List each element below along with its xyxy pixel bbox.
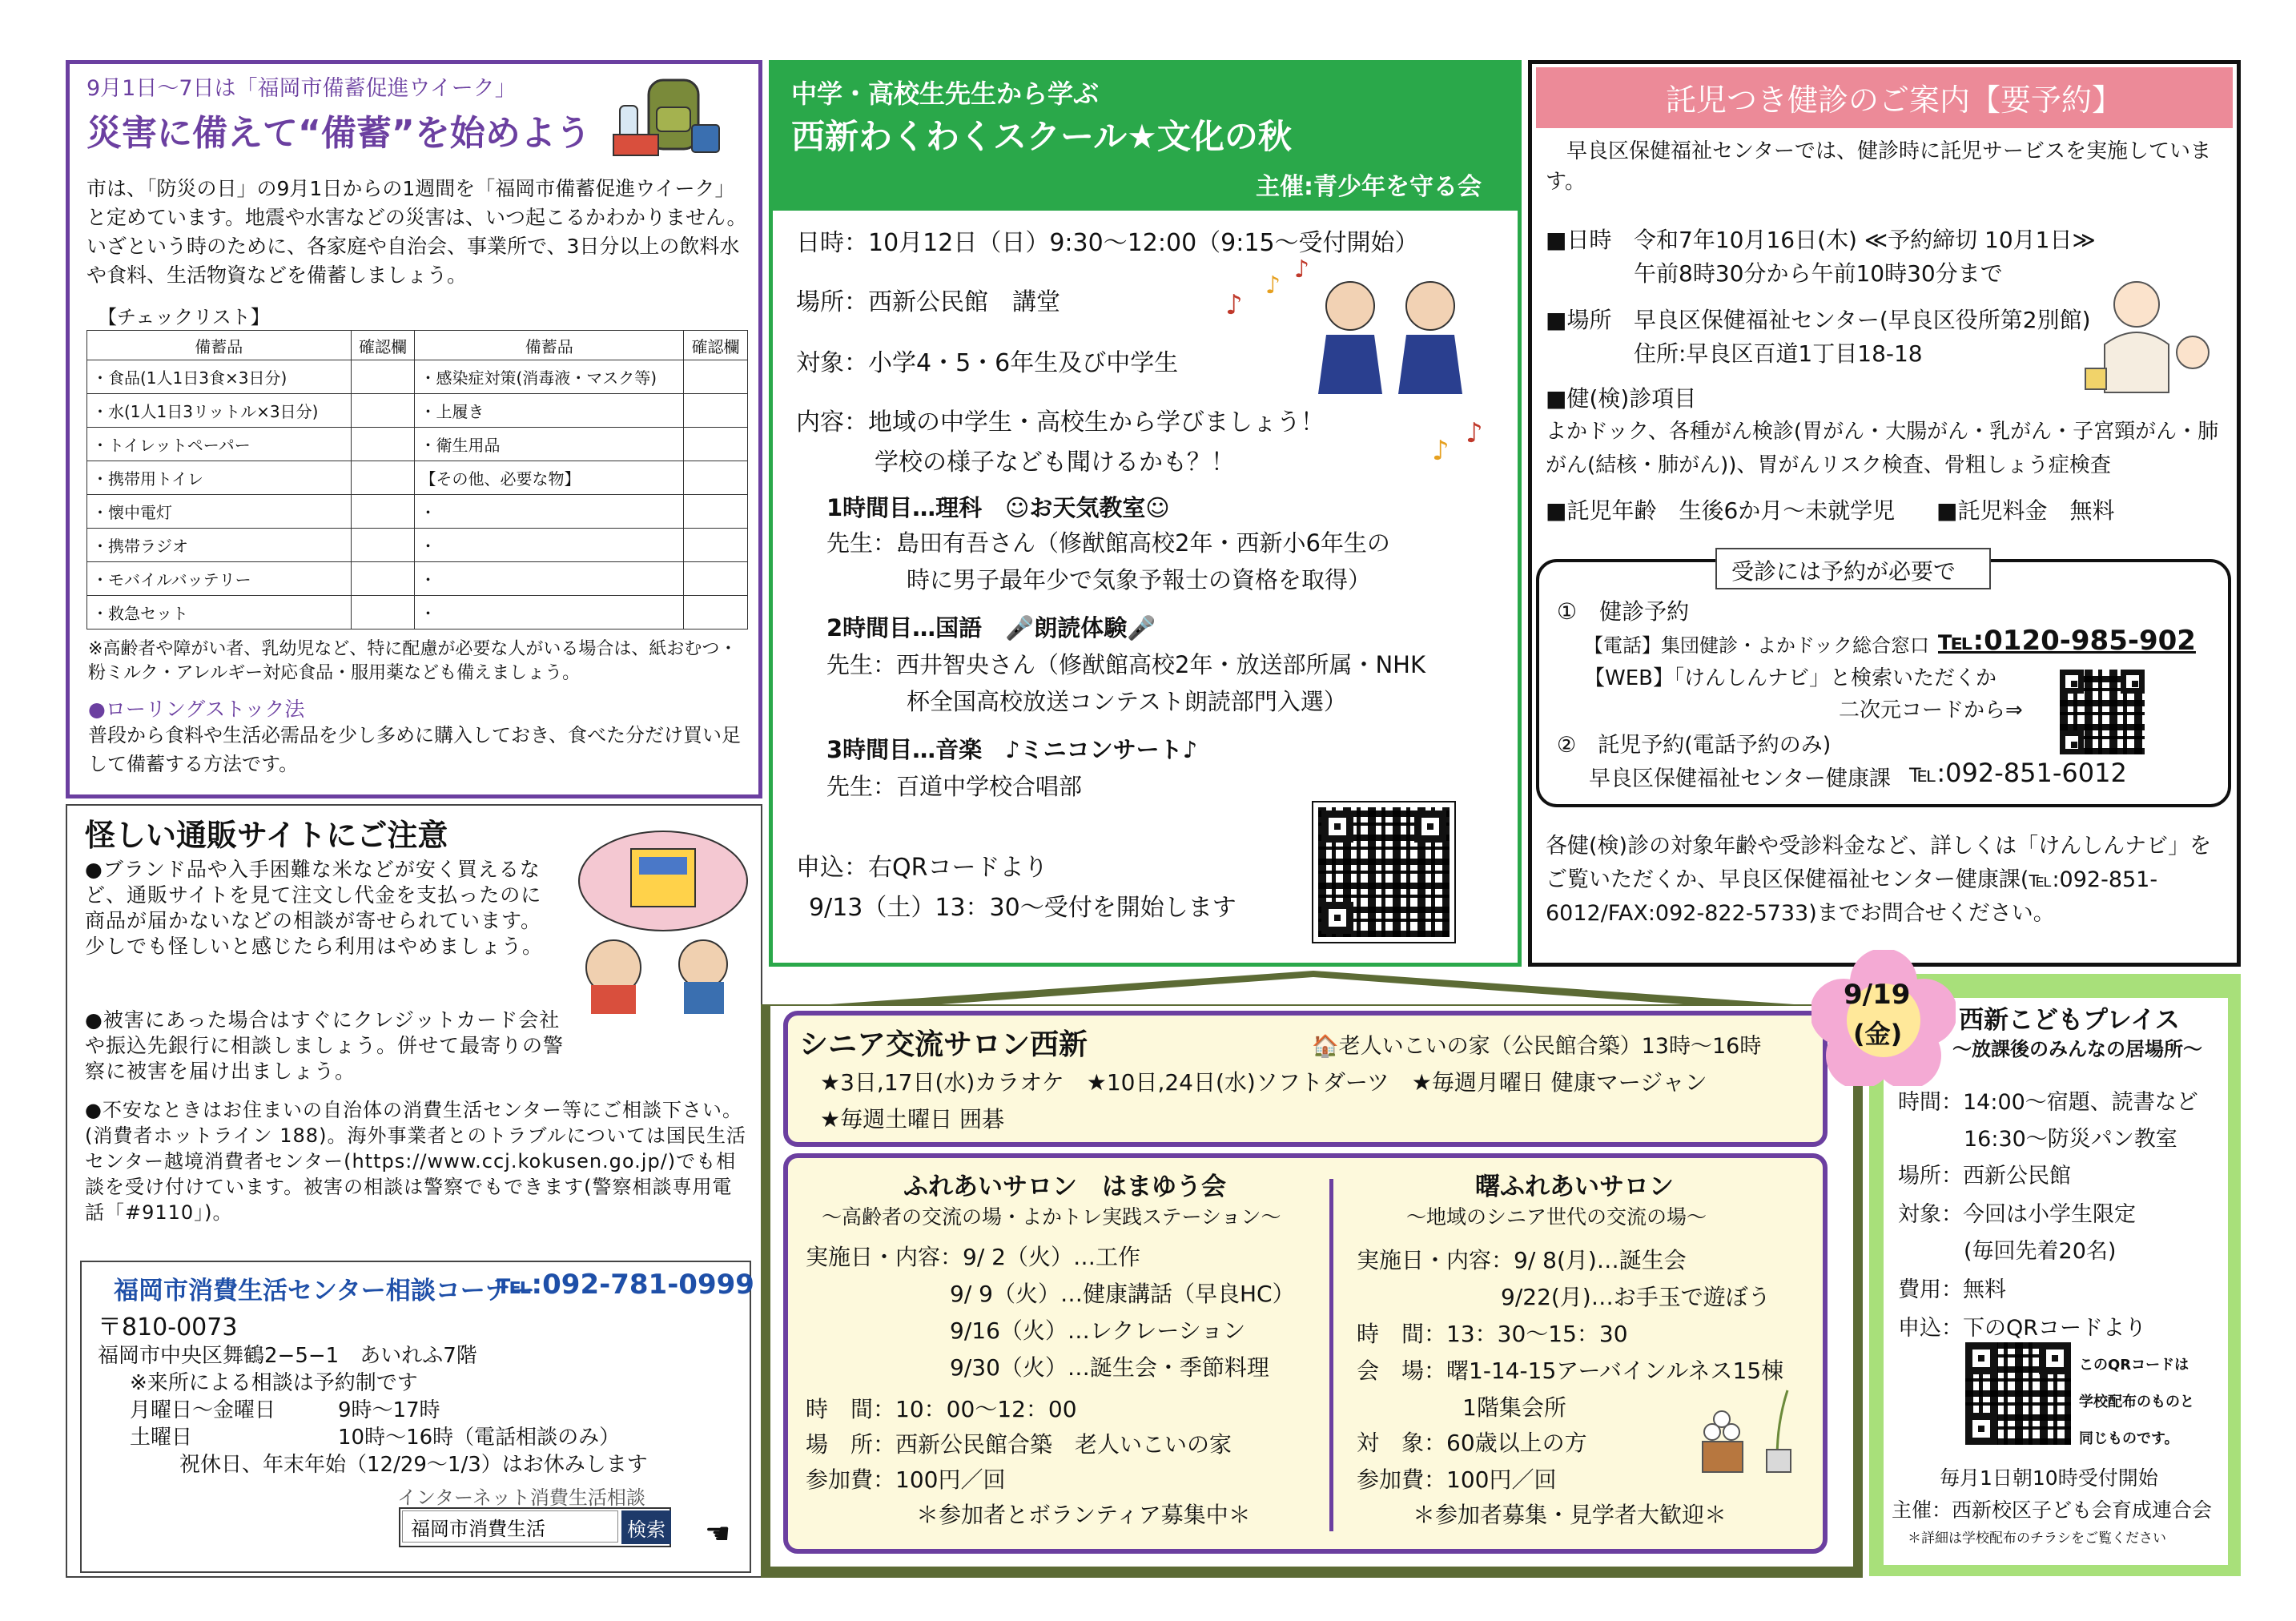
hamayu-date-3: 9/16（火）…レクレーション xyxy=(950,1317,1246,1344)
checklist-cell: ・水(1人1日3リットル×3日分) xyxy=(87,394,352,428)
kodomo-host: 主催：西新校区子ども会育成連合会 xyxy=(1892,1498,2213,1522)
center-tel: ℡:092-781-0999 xyxy=(497,1269,754,1301)
kenshin-items-label: ■健(検)診項目 xyxy=(1546,385,1697,412)
period-1: 1時間目…理科 ☺お天気教室☺ xyxy=(826,494,1170,521)
kenshin-time: 午前8時30分から午前10時30分まで xyxy=(1634,260,2003,287)
checklist-table xyxy=(86,330,748,629)
rolling-title: ●ローリングストック法 xyxy=(88,698,305,721)
bichiku-week: 9月1日〜7日は「福岡市備蓄促進ウイーク」 xyxy=(86,76,517,101)
akebono-subtitle: 〜地域のシニア世代の交流の場〜 xyxy=(1406,1205,1707,1229)
checklist-cell: ・モバイルバッテリー xyxy=(87,562,352,596)
kodomo-footnote: ＊詳細は学校配布のチラシをご覧ください xyxy=(1908,1530,2166,1547)
res-2-phone: ℡:092-851-6012 xyxy=(1909,758,2127,788)
hamayu-fee: 参加費：100円／回 xyxy=(806,1466,1006,1493)
school-apply-1: 申込：右QRコードより xyxy=(796,854,1048,882)
kodomo-apply: 申込：下のQRコードより xyxy=(1898,1316,2147,1341)
scam-illustration xyxy=(567,825,751,1014)
school-subtitle: 中学・高校生先生から学ぶ xyxy=(791,78,1100,109)
cursor-icon: ☚ xyxy=(705,1518,731,1551)
check-cell[interactable] xyxy=(684,394,748,428)
checklist-cell: ・ xyxy=(415,495,684,529)
res-2-dept: 早良区保健福祉センター健康課 xyxy=(1589,766,1891,791)
kenshin-outro: 各健(検)診の対象年齢や受診料金など、詳しくは「けんしんナビ」をご覧いただくか、早良区保健福祉センター健康課(℡:092-851-6012/FAX:092-822-5733)までお問合せください。 xyxy=(1546,834,2212,926)
school-host: 主催:青少年を守る会 xyxy=(1256,173,1482,201)
check-cell[interactable] xyxy=(351,562,415,596)
kenshin-items: よかドック、各種がん検診(胃がん・大腸がん・乳がん・子宮頸がん・肺がん(結核・肺がん))、胃がんリスク検査、骨粗しょう症検査 xyxy=(1546,420,2219,477)
period-2-teacher-1: 先生：西井智央さん（修猷館高校2年・放送部所属・NHK xyxy=(826,651,1425,678)
check-cell[interactable] xyxy=(684,596,748,629)
family-illustration xyxy=(2081,272,2225,405)
kodomo-weekday: (金) xyxy=(1853,1019,1903,1049)
tsuhan-bullet-2: ●被害にあった場合はすぐにクレジットカード会社や振込先銀行に相談しましょう。併せて最寄りの警察に被害を届け出ましょう。 xyxy=(85,1008,565,1083)
checklist-cell: ・ xyxy=(415,529,684,562)
center-line-3: 土曜日 10時〜16時（電話相談のみ） xyxy=(130,1426,621,1450)
kodomo-place: 場所：西新公民館 xyxy=(1898,1164,2071,1189)
res-1: ① 健診予約 xyxy=(1557,598,1690,625)
kodomo-time-1: 時間：14:00〜宿題、読書など xyxy=(1898,1090,2198,1115)
res-1-web: 【WEB】「けんしんナビ」と検索いただくか xyxy=(1584,666,1996,690)
checklist-cell: ・携帯用トイレ xyxy=(87,461,352,495)
bichiku-title: 災害に備えて“備蓄”を始めよう xyxy=(86,113,591,154)
kenshin-place-label: ■場所 xyxy=(1546,307,1612,333)
kodomo-target-2: (毎回先着20名) xyxy=(1964,1239,2117,1264)
center-line-4: 祝休日、年末年始（12/29〜1/3）はお休みします xyxy=(179,1453,648,1477)
akebono-place-2: 1階集会所 xyxy=(1462,1394,1566,1421)
kodomo-time-2: 16:30〜防災パン教室 xyxy=(1964,1127,2177,1152)
tsuhan-bullet-3: ●不安なときはお住まいの自治体の消費生活センター等にご相談下さい。(消費者ホットライン 188)。海外事業者とのトラブルについては国民生活センター越境消費者センター(https://www.ccj.kokusen.go.jp/)でも相談を受け付けています。被害の相談は警察でもできます(警察相談専用電話「#9110」)。 xyxy=(85,1099,747,1224)
akebono-date-1: 実施日・内容：9/ 8(月)…誕生会 xyxy=(1357,1247,1687,1273)
search-button[interactable]: 検索 xyxy=(621,1510,671,1544)
hamayu-note: ＊参加者とボランティア募集中＊ xyxy=(916,1502,1251,1528)
check-cell[interactable] xyxy=(684,360,748,394)
svg-text:♪: ♪ xyxy=(1432,435,1450,466)
rolling-body: 普段から食料や生活必需品を少し多めに購入しておき、食べた分だけ買い足して備蓄する方法です。 xyxy=(88,724,742,775)
checklist-cell: 【その他、必要な物】 xyxy=(415,461,684,495)
salon-divider xyxy=(1329,1179,1333,1531)
tsuhan-bullet-1: ●ブランド品や入手困難な米などが安く買えるなど、通販サイトを見て注文し代金を支払ったのに商品が届かないなどの相談が寄せられています。少しでも怪しいと感じたら利用はやめましょう。 xyxy=(85,858,544,958)
check-cell[interactable] xyxy=(351,360,415,394)
tsukimi-illustration xyxy=(1698,1382,1810,1478)
hamayu-title: ふれあいサロン はまゆう会 xyxy=(903,1173,1226,1201)
svg-text:♪: ♪ xyxy=(1466,417,1483,449)
kenshin-fee: ■託児料金 無料 xyxy=(1936,497,2115,524)
kodomo-subtitle: 〜放課後のみんなの居場所〜 xyxy=(1952,1038,2202,1060)
period-2: 2時間目…国語 🎤朗読体験🎤 xyxy=(826,614,1156,642)
checklist-cell: ・上履き xyxy=(415,394,684,428)
kodomo-fee: 費用：無料 xyxy=(1898,1277,2006,1302)
res-2: ② 託児予約(電話予約のみ) xyxy=(1557,733,1832,758)
col-item: 備蓄品 xyxy=(415,331,684,360)
res-1-phone-label: 【電話】集団健診・よかドック総合窓口 xyxy=(1584,634,1930,657)
net-label: インターネット消費生活相談 xyxy=(397,1486,645,1509)
col-item: 備蓄品 xyxy=(87,331,352,360)
kenshin-address: 住所:早良区百道1丁目18-18 xyxy=(1634,340,1923,367)
check-cell[interactable] xyxy=(351,495,415,529)
school-date: 日時：10月12日（日）9:30〜12:00（9:15〜受付開始） xyxy=(796,229,1419,257)
period-1-teacher-1: 先生：島田有吾さん（修猷館高校2年・西新小6年生の xyxy=(826,529,1390,557)
senior-line-1: ★3日,17日(水)カラオケ ★10日,24日(水)ソフトダーツ ★毎週月曜日 健康マージャン xyxy=(820,1069,1707,1096)
kenshin-date-label: ■日時 xyxy=(1546,227,1612,253)
akebono-note: ＊参加者募集・見学者大歓迎＊ xyxy=(1413,1502,1727,1528)
center-address: 福岡市中央区舞鶴2−5−1 あいれふ7階 xyxy=(98,1344,477,1368)
kenshin-qr-code[interactable] xyxy=(2060,670,2145,754)
check-cell[interactable] xyxy=(351,529,415,562)
checklist-cell: ・携帯ラジオ xyxy=(87,529,352,562)
senior-line-2: ★毎週土曜日 囲碁 xyxy=(820,1106,1005,1132)
school-content-2: 学校の様子なども聞けるかも？！ xyxy=(875,448,1235,477)
search-input[interactable] xyxy=(402,1510,618,1543)
checklist-cell: ・ xyxy=(415,562,684,596)
res-1-qr-text: 二次元コードから⇒ xyxy=(1839,698,2023,722)
bag-illustration xyxy=(609,74,721,163)
kodomo-title: 西新こどもプレイス xyxy=(1959,1006,2180,1035)
svg-text:♪: ♪ xyxy=(1265,272,1281,300)
school-content-1: 内容：地域の中学生・高校生から学びましょう！ xyxy=(796,408,1325,436)
checklist-label: 【チェックリスト】 xyxy=(98,306,270,328)
akebono-title: 曙ふれあいサロン xyxy=(1475,1173,1674,1201)
checklist-cell: ・ xyxy=(415,596,684,629)
check-cell[interactable] xyxy=(351,394,415,428)
center-zip: 〒810-0073 xyxy=(98,1313,238,1341)
tsuhan-title: 怪しい通販サイトにご注意 xyxy=(85,818,448,853)
period-1-teacher-2: 時に男子最年少で気象予報士の資格を取得） xyxy=(907,566,1372,593)
hamayu-date-1: 実施日・内容：9/ 2（火）…工作 xyxy=(806,1244,1140,1270)
akebono-target: 対 象：60歳以上の方 xyxy=(1357,1430,1587,1456)
checklist-cell: ・衛生用品 xyxy=(415,428,684,461)
kenshin-intro: 早良区保健福祉センターでは、健診時に託児サービスを実施しています。 xyxy=(1546,139,2211,194)
svg-text:♪: ♪ xyxy=(1294,258,1310,284)
qr-note-2: 学校配布のものと xyxy=(2079,1394,2194,1410)
period-2-teacher-2: 杯全国高校放送コンテスト朗読部門入選） xyxy=(907,688,1347,715)
res-1-phone: ℡:0120-985-902 xyxy=(1938,625,2196,657)
akebono-date-2: 9/22(月)…お手玉で遊ぼう xyxy=(1501,1284,1771,1310)
checklist-cell: ・救急セット xyxy=(87,596,352,629)
hamayu-subtitle: 〜高齢者の交流の場・よかトレ実践ステーション〜 xyxy=(822,1205,1281,1229)
senior-place: 🏠老人いこいの家（公民館合築）13時〜16時 xyxy=(1312,1034,1762,1059)
akebono-place-1: 会 場：曙1-14-15アーバインルネス15棟 xyxy=(1357,1358,1784,1384)
kenshin-place: 早良区保健福祉センター(早良区役所第2別館) xyxy=(1634,307,2091,333)
school-place: 場所：西新公民館 講堂 xyxy=(796,288,1060,316)
check-cell[interactable] xyxy=(684,495,748,529)
svg-text:♪: ♪ xyxy=(1225,289,1243,321)
school-qr-code[interactable] xyxy=(1313,802,1454,942)
qr-note-1: このQRコードは xyxy=(2079,1357,2189,1374)
check-cell[interactable] xyxy=(684,529,748,562)
hamayu-time: 時 間：10：00〜12：00 xyxy=(806,1396,1077,1422)
check-cell[interactable] xyxy=(684,562,748,596)
school-title: 西新わくわくスクール★文化の秋 xyxy=(791,117,1292,156)
center-line-1: ※来所による相談は予約制です xyxy=(130,1371,418,1395)
kodomo-target: 対象：今回は小学生限定 xyxy=(1898,1202,2136,1227)
checklist-cell: ・懐中電灯 xyxy=(87,495,352,529)
bichiku-body: 市は、「防災の日」の9月1日からの1週間を「福岡市備蓄促進ウイーク」と定めています。地震や水害などの災害は、いつ起こるかわかりません。いざという時のために、各家庭や自治会、事業所で、3日分以上の飲料水や食料、生活物資などを備蓄しましょう。 xyxy=(86,177,747,287)
center-line-2: 月曜日〜金曜日 9時〜17時 xyxy=(130,1398,440,1422)
school-target: 対象：小学4・5・6年生及び中学生 xyxy=(796,349,1179,377)
reservation-title: 受診には予約が必要で xyxy=(1731,558,1956,585)
hamayu-place: 場 所：西新公民館合築 老人いこいの家 xyxy=(806,1431,1232,1458)
qr-note-3: 同じものです。 xyxy=(2079,1430,2179,1447)
check-cell[interactable] xyxy=(684,461,748,495)
kodomo-accept: 毎月1日朝10時受付開始 xyxy=(1940,1466,2158,1490)
hamayu-date-4: 9/30（火）…誕生会・季節料理 xyxy=(950,1354,1269,1381)
checklist-cell: ・食品(1人1日3食×3日分) xyxy=(87,360,352,394)
kodomo-date: 9/19 xyxy=(1844,979,1911,1011)
akebono-fee: 参加費：100円／回 xyxy=(1357,1466,1557,1493)
kodomo-qr-code[interactable] xyxy=(1965,1342,2071,1445)
bichiku-note: ※高齢者や障がい者、乳幼児など、特に配慮が必要な人がいる場合は、紙おむつ・粉ミルク・アレルギー対応食品・服用薬なども備えましょう。 xyxy=(88,639,738,683)
kenshin-age: ■託児年齢 生後6か月〜未就学児 xyxy=(1546,497,1896,524)
akebono-time: 時 間：13：30〜15：30 xyxy=(1357,1321,1628,1347)
check-cell[interactable] xyxy=(351,428,415,461)
period-3-teacher: 先生：百道中学校合唱部 xyxy=(826,773,1083,800)
col-check: 確認欄 xyxy=(684,331,748,360)
check-cell[interactable] xyxy=(684,428,748,461)
center-name: 福岡市消費生活センター相談コーナー xyxy=(114,1277,535,1305)
hamayu-date-2: 9/ 9（火）…健康講話（早良HC） xyxy=(950,1281,1295,1307)
col-check: 確認欄 xyxy=(351,331,415,360)
school-apply-2: 9/13（土）13：30〜受付を開始します xyxy=(809,894,1236,922)
kenshin-date: 令和7年10月16日(木) ≪予約締切 10月1日≫ xyxy=(1634,227,2096,253)
check-cell[interactable] xyxy=(351,596,415,629)
checklist-cell: ・感染症対策(消毒液・マスク等) xyxy=(415,360,684,394)
senior-title: シニア交流サロン西新 xyxy=(799,1028,1088,1061)
checklist-cell: ・トイレットペーパー xyxy=(87,428,352,461)
check-cell[interactable] xyxy=(351,461,415,495)
kenshin-title: 託児つき健診のご案内【要予約】 xyxy=(1666,82,2123,118)
period-3: 3時間目…音楽 ♪ミニコンサート♪ xyxy=(826,736,1198,763)
